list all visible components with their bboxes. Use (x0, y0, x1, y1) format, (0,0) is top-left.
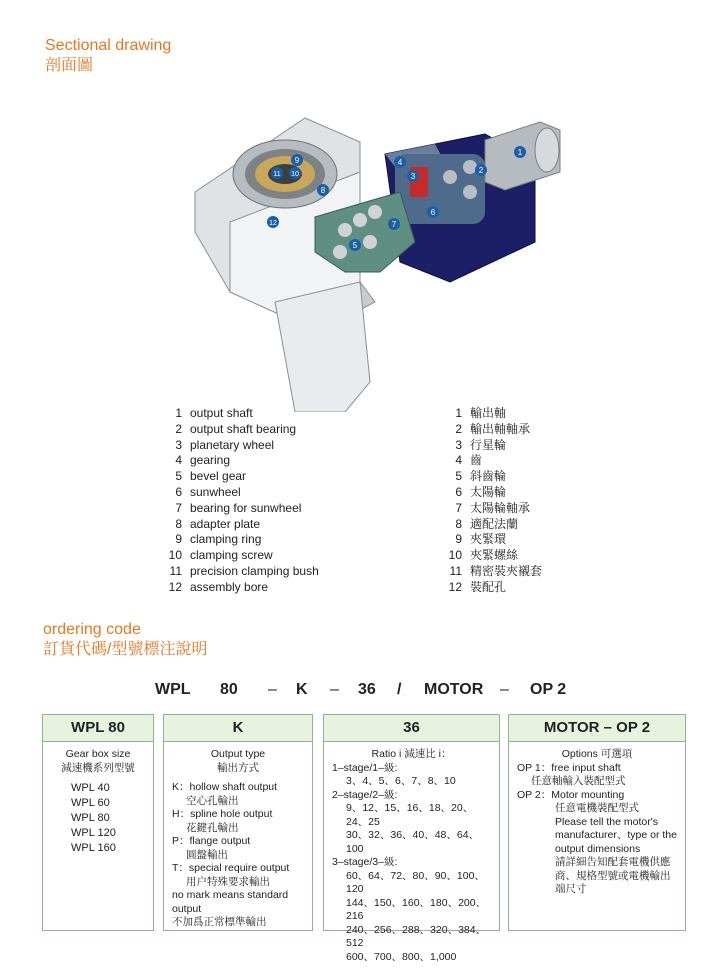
callout-3 (407, 170, 419, 182)
output-type-box: K Output type 輸出方式 K：hollow shaft output 空心孔輸出 H：spline hole output 花鍵孔輸出 P：flange output 圓盤輸出 T：special require output 用户特殊要求輸出 no mark means standard output 不加爲正常標準輸出 (163, 714, 313, 931)
list-item: 9 clamping ring (175, 532, 262, 547)
list-item: 2 output shaft bearing (175, 421, 297, 436)
gearbox-sectional-drawing (185, 112, 565, 412)
callout-2 (475, 164, 487, 176)
list-item: 10 clamping screw (168, 548, 273, 563)
svg-text:10: 10 (291, 171, 299, 178)
svg-text:6: 6 (430, 208, 436, 217)
list-item: 10 夾緊螺絲 (448, 548, 519, 563)
list-item: 12 assembly bore (168, 579, 269, 594)
parts-list-zh (440, 406, 542, 596)
callout-10 (289, 167, 301, 179)
list-item: 8 適配法蘭 (455, 516, 519, 531)
svg-text:12: 12 (269, 220, 277, 227)
list-item: 7 太陽輪軸承 (455, 500, 531, 515)
list-item: 1 output shaft (175, 406, 253, 420)
callout-8 (317, 184, 329, 196)
box-header: 36 (324, 715, 499, 742)
list-item: WPL 120 (71, 827, 116, 839)
code-ratio: 36 (358, 681, 376, 698)
sectional-drawing-title (45, 36, 171, 76)
list-item: WPL 160 (71, 842, 116, 854)
box-header: K (164, 715, 312, 742)
list-item: 4 齒 (455, 453, 483, 468)
box-header: MOTOR – OP 2 (509, 715, 685, 742)
callout-7 (388, 218, 400, 230)
box-header: WPL 80 (43, 715, 153, 742)
list-item: 7 bearing for sunwheel (175, 500, 302, 515)
svg-text:9: 9 (294, 156, 300, 165)
code-motor: MOTOR (424, 681, 484, 698)
list-item: 5 bevel gear (175, 469, 247, 484)
ordering-code-title (43, 620, 207, 660)
svg-text:7: 7 (391, 220, 397, 229)
callout-4 (394, 156, 406, 168)
svg-text:2: 2 (478, 166, 484, 175)
code-dash: – (268, 681, 277, 698)
options-box: MOTOR – OP 2 Options 可選項 OP 1：free input shaft 任意軸輸入裝配型式 OP 2：Motor mounting 任意電機裝配型式 Please tell the motor's manufacturer、type or the output dimensions 請詳細告知配套電機供應商、規格型號或電機輸出端尺寸 (508, 714, 686, 931)
list-item: 12 裝配孔 (448, 579, 507, 594)
list-item: WPL 60 (71, 797, 110, 809)
callout-11 (271, 167, 283, 179)
list-item: 3 行星輪 (455, 437, 507, 452)
svg-text:5: 5 (352, 241, 358, 250)
svg-text:4: 4 (397, 158, 403, 167)
code-output: K (296, 681, 308, 698)
callout-12 (267, 216, 279, 228)
list-item: 4 gearing (175, 453, 231, 468)
svg-text:11: 11 (273, 171, 281, 178)
sectional-title-zh: 剖面圖 (45, 57, 94, 74)
callout-1 (514, 146, 526, 158)
list-item: WPL 40 (71, 782, 110, 794)
list-item: 11 precision clamping bush (169, 563, 319, 578)
list-item: 1 輸出軸 (455, 406, 507, 420)
list-item: 6 sunwheel (175, 484, 241, 499)
list-item: 3 planetary wheel (175, 437, 275, 452)
list-item: 8 adapter plate (175, 516, 261, 531)
ordering-title-en: ordering code (43, 621, 141, 638)
list-item: 11 精密裝夾襯套 (449, 563, 543, 578)
code-size: 80 (220, 681, 238, 698)
code-dash: – (500, 681, 509, 698)
code-dash: – (330, 681, 339, 698)
list-item: 9 夾緊環 (455, 532, 507, 547)
svg-text:3: 3 (410, 172, 416, 181)
code-series: WPL (155, 681, 191, 698)
size-list (51, 781, 145, 856)
parts-list-en (160, 406, 319, 596)
ordering-title-zh: 訂貨代碼/型號標注說明 (43, 641, 208, 658)
code-option: OP 2 (530, 681, 567, 698)
svg-text:8: 8 (320, 186, 326, 195)
gearbox-size-box: WPL 80 Gear box size 減速機系列型號 WPL 40 WPL 60 WPL 80 WPL 120 WPL 160 (42, 714, 154, 931)
list-item: WPL 80 (71, 812, 110, 824)
list-item: 6 太陽輪 (455, 484, 507, 499)
code-slash: / (397, 681, 402, 698)
sectional-title-en: Sectional drawing (45, 37, 172, 54)
svg-text:1: 1 (517, 148, 523, 157)
ratio-box: 36 Ratio i 減速比 i： 1–stage/1–級: 3、4、5、6、7、8、10 2–stage/2–級: 9、12、15、16、18、20、24、25 30、32、36、40、48、64、100 3–stage/3–級: 60、64、72、80、90、100、120 144、150、160、180、200、216 240、256、288、320、384、512 600、700、800、1,000 (323, 714, 500, 931)
callout-6 (427, 206, 439, 218)
callout-5 (349, 239, 361, 251)
callout-9 (291, 154, 303, 166)
list-item: 5 斜齒輪 (455, 469, 507, 484)
list-item: 2 輸出軸軸承 (455, 421, 531, 436)
